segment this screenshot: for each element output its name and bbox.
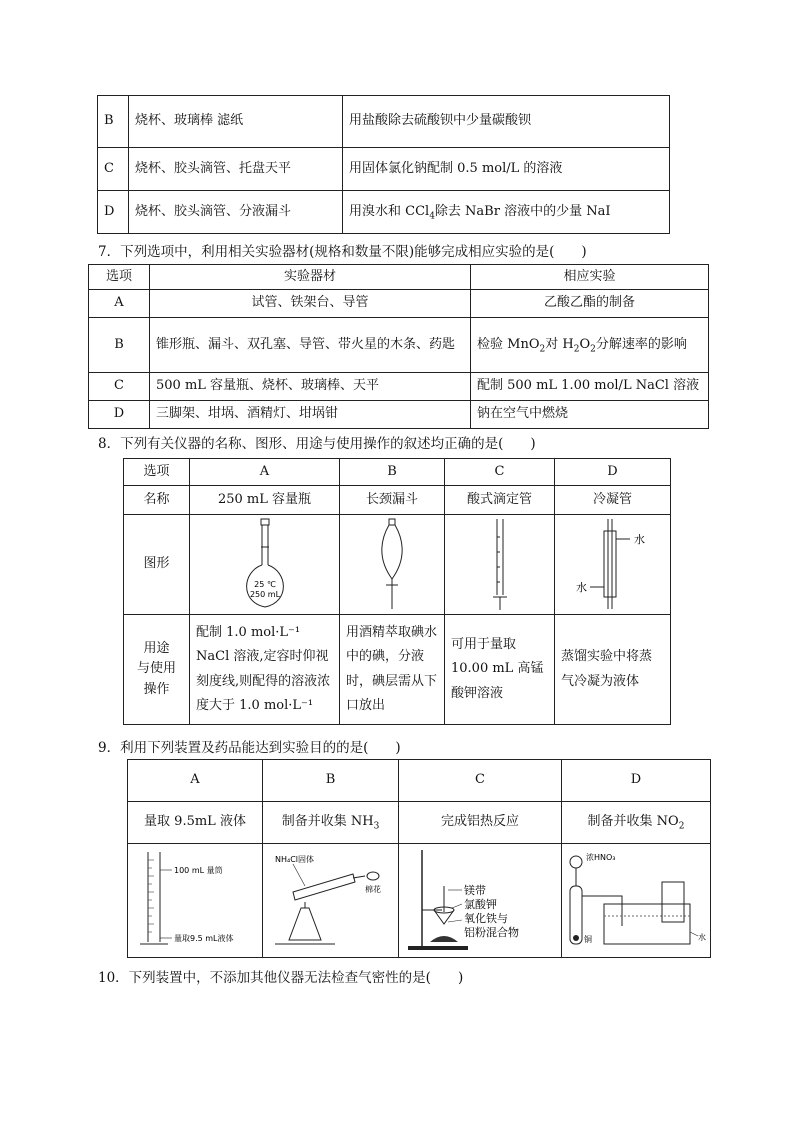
subscript: 4 bbox=[429, 211, 435, 222]
header-cell: 选项 bbox=[124, 459, 190, 486]
table-row bbox=[124, 515, 671, 615]
figure-cell bbox=[128, 844, 263, 958]
row-label bbox=[124, 615, 190, 725]
water-out-label: 水 bbox=[633, 533, 645, 546]
purpose-cell bbox=[263, 802, 399, 844]
table-row bbox=[124, 486, 671, 515]
header-cell: D bbox=[555, 459, 671, 486]
no2-apparatus-figure bbox=[562, 846, 710, 956]
table-row bbox=[89, 318, 709, 373]
option-cell: D bbox=[89, 401, 150, 429]
table-row bbox=[89, 401, 709, 429]
header-cell: 实验器材 bbox=[150, 265, 471, 290]
row-label: 图形 bbox=[124, 515, 190, 615]
volumetric-flask-figure bbox=[230, 517, 300, 612]
text: 除去 NaBr 溶液中的少量 NaI bbox=[434, 203, 611, 219]
experiment-cell bbox=[471, 318, 709, 373]
header-cell: 相应实验 bbox=[471, 265, 709, 290]
name-cell: 长颈漏斗 bbox=[340, 486, 445, 515]
graduated-cylinder-figure bbox=[130, 846, 260, 956]
header-cell: C bbox=[399, 760, 562, 802]
question-7-title: 7．下列选项中，利用相关实验器材(规格和数量不限)能够完成相应实验的是( ) bbox=[98, 244, 587, 260]
option-cell: A bbox=[89, 290, 150, 318]
subscript: 2 bbox=[590, 344, 596, 355]
table-header-row bbox=[89, 265, 709, 290]
header-cell: D bbox=[562, 760, 711, 802]
measure-label: 量取9.5 mL液体 bbox=[174, 933, 234, 943]
text: 对 H bbox=[545, 336, 574, 352]
header-cell: A bbox=[190, 459, 340, 486]
text: 检验 MnO bbox=[477, 336, 540, 352]
header-cell: C bbox=[445, 459, 555, 486]
question-8-title: 8．下列有关仪器的名称、图形、用途与使用操作的叙述均正确的是( ) bbox=[98, 436, 536, 452]
header-cell: A bbox=[128, 760, 263, 802]
option-cell: B bbox=[89, 318, 150, 373]
header-cell: B bbox=[263, 760, 399, 802]
subscript: 2 bbox=[678, 822, 685, 833]
water-in-label: 水 bbox=[575, 581, 587, 594]
equipment-cell: 锥形瓶、漏斗、双孔塞、导管、带火星的木条、药匙 bbox=[150, 318, 471, 373]
equipment-cell: 500 mL 容量瓶、烧杯、玻璃棒、天平 bbox=[150, 373, 471, 401]
question-9-title: 9．利用下列装置及药品能达到实验目的的是( ) bbox=[98, 740, 401, 756]
mg-ribbon-label: 镁带 bbox=[464, 883, 486, 897]
experiment-cell: 乙酸乙酯的制备 bbox=[471, 290, 709, 318]
equipment-cell: 烧杯、玻璃棒 滤纸 bbox=[129, 96, 343, 148]
name-cell: 酸式滴定管 bbox=[445, 486, 555, 515]
acid-burette-figure bbox=[485, 517, 515, 612]
q7-table bbox=[88, 264, 709, 429]
cylinder-label: 100 mL 量筒 bbox=[174, 865, 223, 875]
subscript: 3 bbox=[373, 822, 380, 833]
experiment-cell: 钠在空气中燃烧 bbox=[471, 401, 709, 429]
figure-cell bbox=[190, 515, 340, 615]
acid-label: 浓HNO₃ bbox=[586, 852, 616, 862]
purpose-cell bbox=[562, 802, 711, 844]
table-row bbox=[128, 844, 711, 958]
table-row bbox=[124, 615, 671, 725]
option-cell: D bbox=[98, 191, 129, 234]
figure-cell bbox=[399, 844, 562, 958]
figure-cell bbox=[445, 515, 555, 615]
text: 分解速率的影响 bbox=[595, 336, 687, 352]
table-row bbox=[98, 148, 670, 191]
table-row bbox=[89, 290, 709, 318]
equipment-cell: 烧杯、胶头滴管、托盘天平 bbox=[129, 148, 343, 191]
mixture-label-1: 氧化铁与 bbox=[464, 911, 508, 925]
equipment-cell: 试管、铁架台、导管 bbox=[150, 290, 471, 318]
name-cell: 250 mL 容量瓶 bbox=[190, 486, 340, 515]
experiment-cell: 用盐酸除去硫酸钡中少量碳酸钡 bbox=[343, 96, 670, 148]
header-cell: B bbox=[340, 459, 445, 486]
table-row bbox=[98, 191, 670, 234]
cotton-label: 棉花 bbox=[364, 884, 381, 894]
condenser-figure bbox=[568, 517, 658, 612]
thermite-apparatus-figure bbox=[400, 846, 560, 956]
option-cell: C bbox=[89, 373, 150, 401]
purpose-cell: 完成铝热反应 bbox=[399, 802, 562, 844]
figure-cell bbox=[340, 515, 445, 615]
equipment-cell: 烧杯、胶头滴管、分液漏斗 bbox=[129, 191, 343, 234]
water-label: 水 bbox=[698, 932, 706, 942]
figure-cell bbox=[555, 515, 671, 615]
usage-label-line: 操作 bbox=[143, 681, 170, 697]
mixture-label-2: 铝粉混合物 bbox=[464, 925, 519, 939]
experiment-cell bbox=[343, 191, 670, 234]
equipment-cell: 三脚架、坩埚、酒精灯、坩埚钳 bbox=[150, 401, 471, 429]
usage-cell: 蒸馏实验中将蒸气冷凝为液体 bbox=[555, 615, 671, 725]
flask-temp-label: 25 ℃ bbox=[253, 580, 276, 589]
solid-label: NH₄Cl固体 bbox=[274, 854, 314, 864]
usage-label-line: 与使用 bbox=[136, 661, 176, 677]
usage-cell: 配制 1.0 mol·L⁻¹ NaCl 溶液,定容时仰视刻度线,则配得的溶液浓度大于 1.0 mol·L⁻¹ bbox=[190, 615, 340, 725]
usage-cell: 可用于量取 10.00 mL 高锰酸钾溶液 bbox=[445, 615, 555, 725]
name-cell: 冷凝管 bbox=[555, 486, 671, 515]
q9-table bbox=[127, 759, 711, 958]
q8-table bbox=[123, 458, 671, 725]
experiment-cell: 用固体氯化钠配制 0.5 mol/L 的溶液 bbox=[343, 148, 670, 191]
text: 制备并收集 NO bbox=[587, 814, 679, 830]
option-cell: B bbox=[98, 96, 129, 148]
experiment-cell: 配制 500 mL 1.00 mol/L NaCl 溶液 bbox=[471, 373, 709, 401]
purpose-cell: 量取 9.5mL 液体 bbox=[128, 802, 263, 844]
usage-cell: 用酒精萃取碘水中的碘，分液时，碘层需从下口放出 bbox=[340, 615, 445, 725]
text: O bbox=[579, 336, 591, 352]
row-label: 名称 bbox=[124, 486, 190, 515]
question-10-title: 10．下列装置中，不添加其他仪器无法检查气密性的是( ) bbox=[98, 970, 464, 986]
ammonia-apparatus-figure bbox=[265, 846, 397, 956]
subscript: 2 bbox=[573, 344, 580, 355]
text: 用溴水和 CCl bbox=[349, 203, 430, 219]
table-header-row bbox=[128, 760, 711, 802]
header-cell: 选项 bbox=[89, 265, 150, 290]
usage-label-line: 用途 bbox=[143, 641, 170, 657]
option-cell: C bbox=[98, 148, 129, 191]
copper-label: 铜 bbox=[584, 934, 592, 944]
table-row bbox=[89, 373, 709, 401]
figure-cell bbox=[263, 844, 399, 958]
table-row bbox=[128, 802, 711, 844]
flask-volume-label: 250 mL bbox=[249, 590, 280, 599]
separatory-funnel-figure bbox=[372, 517, 412, 612]
table-row bbox=[98, 96, 670, 148]
table-header-row bbox=[124, 459, 671, 486]
kclo3-label: 氯酸钾 bbox=[464, 897, 497, 911]
subscript: 2 bbox=[539, 344, 546, 355]
q6-table bbox=[97, 95, 670, 234]
text: 制备并收集 NH bbox=[281, 814, 374, 830]
figure-cell bbox=[562, 844, 711, 958]
